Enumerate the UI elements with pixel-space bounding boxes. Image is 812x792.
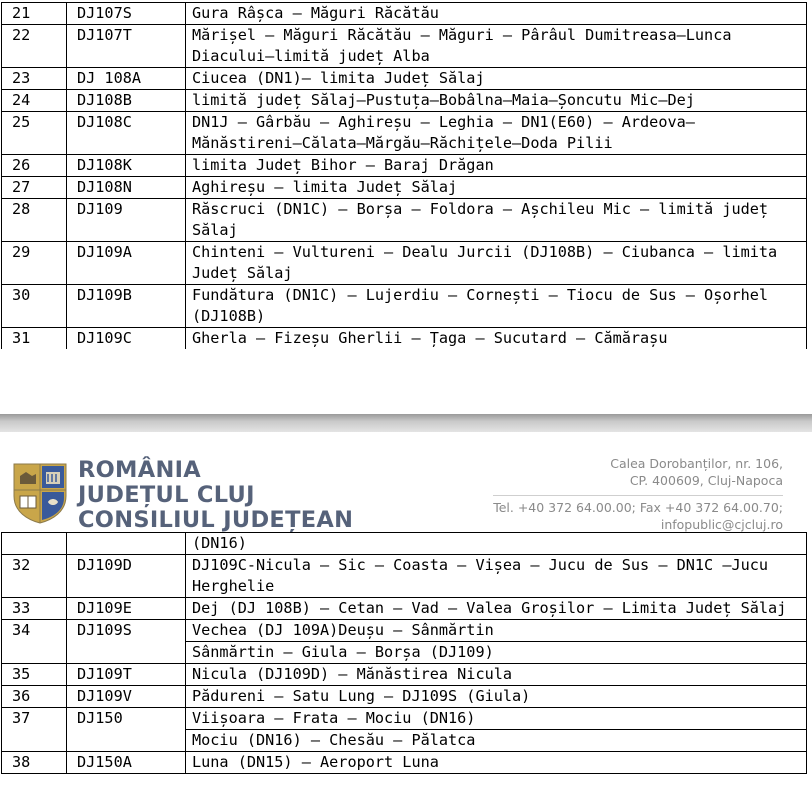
row-number: 31 <box>2 328 67 350</box>
route-description: Mărișel – Măguri Răcătău – Măguri – Pârâul Dumitreasa–Lunca Diacului–limită județ Alba <box>186 25 807 68</box>
roads-table-top <box>1 2 807 350</box>
road-code: DJ109A <box>67 242 186 285</box>
road-code: DJ150A <box>67 752 186 774</box>
table-row <box>2 664 807 686</box>
road-code: DJ108B <box>67 90 186 112</box>
org-line-council: CONSILIUL JUDEȚEAN <box>78 507 354 533</box>
route-description: Vechea (DJ 109A)Deușu – Sânmărtin <box>186 620 807 642</box>
route-description: Ciucea (DN1)– limita Județ Sălaj <box>186 68 807 90</box>
route-description: Gherla – Fizeșu Gherlii – Țaga – Sucutard – Cămărașu <box>186 328 807 350</box>
org-line-country: ROMÂNIA <box>78 457 201 483</box>
route-description: limita Județ Bihor – Baraj Drăgan <box>186 155 807 177</box>
route-description: Gura Râșca – Măguri Răcătău <box>186 3 807 25</box>
road-code: DJ109D <box>67 555 186 598</box>
road-code: DJ109T <box>67 664 186 686</box>
row-number: 38 <box>2 752 67 774</box>
org-line-county: JUDEȚUL CLUJ <box>78 482 255 508</box>
table-row <box>2 242 807 285</box>
table-row <box>2 199 807 242</box>
row-number: 28 <box>2 199 67 242</box>
route-description: Fundătura (DN1C) – Lujerdiu – Cornești – Tiocu de Sus – Oșorhel (DJ108B) <box>186 285 807 328</box>
phone-fax-line: Tel. +40 372 64.00.00; Fax +40 372 64.00.70; <box>493 500 783 515</box>
route-description: Mociu (DN16) – Chesău – Pălatca <box>186 730 807 752</box>
road-code: DJ109V <box>67 686 186 708</box>
row-number: 23 <box>2 68 67 90</box>
route-description: DN1J – Gârbău – Aghireșu – Leghia – DN1(E60) – Ardeova–Mănăstireni–Călata–Mărgău–Răchițele–Doda Pilii <box>186 112 807 155</box>
route-description: Chinteni – Vultureni – Dealu Jurcii (DJ108B) – Ciubanca – limita Județ Sălaj <box>186 242 807 285</box>
route-description: Dej (DJ 108B) – Cetan – Vad – Valea Groșilor – Limita Județ Sălaj <box>186 598 807 620</box>
table-row <box>2 285 807 328</box>
route-description: Luna (DN15) – Aeroport Luna <box>186 752 807 774</box>
road-code: DJ109 <box>67 199 186 242</box>
email-line[interactable]: infopublic@cjcluj.ro <box>660 516 783 532</box>
table-row <box>2 555 807 598</box>
road-code: DJ108C <box>67 112 186 155</box>
road-code: DJ107S <box>67 3 186 25</box>
row-number: 24 <box>2 90 67 112</box>
table-row <box>2 620 807 642</box>
route-description: Nicula (DJ109D) – Mănăstirea Nicula <box>186 664 807 686</box>
organization-name <box>78 458 353 533</box>
table-row <box>2 112 807 155</box>
route-description: Sânmărtin – Giula – Borșa (DJ109) <box>186 642 807 664</box>
roads-table-bottom <box>1 532 807 774</box>
route-description: Răscruci (DN1C) – Borșa – Foldora – Așchileu Mic – limită județ Sălaj <box>186 199 807 242</box>
route-description: Aghireșu – limita Județ Sălaj <box>186 177 807 199</box>
row-number: 35 <box>2 664 67 686</box>
table-row <box>2 177 807 199</box>
road-code <box>67 533 186 555</box>
address-line-2: CP. 400609, Cluj-Napoca <box>629 472 783 488</box>
road-code: DJ108N <box>67 177 186 199</box>
page-separator <box>0 414 812 432</box>
route-description: limită județ Sălaj–Pustuța–Bobâlna–Maia–Șoncutu Mic–Dej <box>186 90 807 112</box>
table-row <box>2 328 807 350</box>
road-code: DJ109B <box>67 285 186 328</box>
route-description: Viișoara – Frata – Mociu (DN16) <box>186 708 807 730</box>
road-code: DJ150 <box>67 708 186 752</box>
row-number: 33 <box>2 598 67 620</box>
table-row <box>2 155 807 177</box>
route-description: DJ109C-Nicula – Sic – Coasta – Vișea – Jucu de Sus – DN1C –Jucu Herghelie <box>186 555 807 598</box>
letterhead <box>0 432 812 532</box>
table-row <box>2 533 807 555</box>
row-number: 37 <box>2 708 67 752</box>
table-row <box>2 90 807 112</box>
row-number: 26 <box>2 155 67 177</box>
row-number: 22 <box>2 25 67 68</box>
road-code: DJ 108A <box>67 68 186 90</box>
road-code: DJ109C <box>67 328 186 350</box>
table-row <box>2 708 807 730</box>
road-code: DJ109S <box>67 620 186 664</box>
route-description: Pădureni – Satu Lung – DJ109S (Giula) <box>186 686 807 708</box>
row-number <box>2 533 67 555</box>
row-number: 32 <box>2 555 67 598</box>
contact-divider <box>493 495 783 496</box>
coat-of-arms-icon <box>12 462 68 524</box>
table-row <box>2 3 807 25</box>
road-code: DJ108K <box>67 155 186 177</box>
row-number: 36 <box>2 686 67 708</box>
page-bottom-margin <box>0 349 812 414</box>
row-number: 29 <box>2 242 67 285</box>
row-number: 27 <box>2 177 67 199</box>
route-description: (DN16) <box>186 533 807 555</box>
address-line-1: Calea Dorobanților, nr. 106, <box>610 456 783 471</box>
table-row <box>2 68 807 90</box>
table-row <box>2 598 807 620</box>
row-number: 34 <box>2 620 67 664</box>
road-code: DJ107T <box>67 25 186 68</box>
row-number: 30 <box>2 285 67 328</box>
row-number: 25 <box>2 112 67 155</box>
contact-block <box>493 456 783 533</box>
table-row <box>2 752 807 774</box>
road-code: DJ109E <box>67 598 186 620</box>
table-row <box>2 686 807 708</box>
table-row <box>2 25 807 68</box>
row-number: 21 <box>2 3 67 25</box>
